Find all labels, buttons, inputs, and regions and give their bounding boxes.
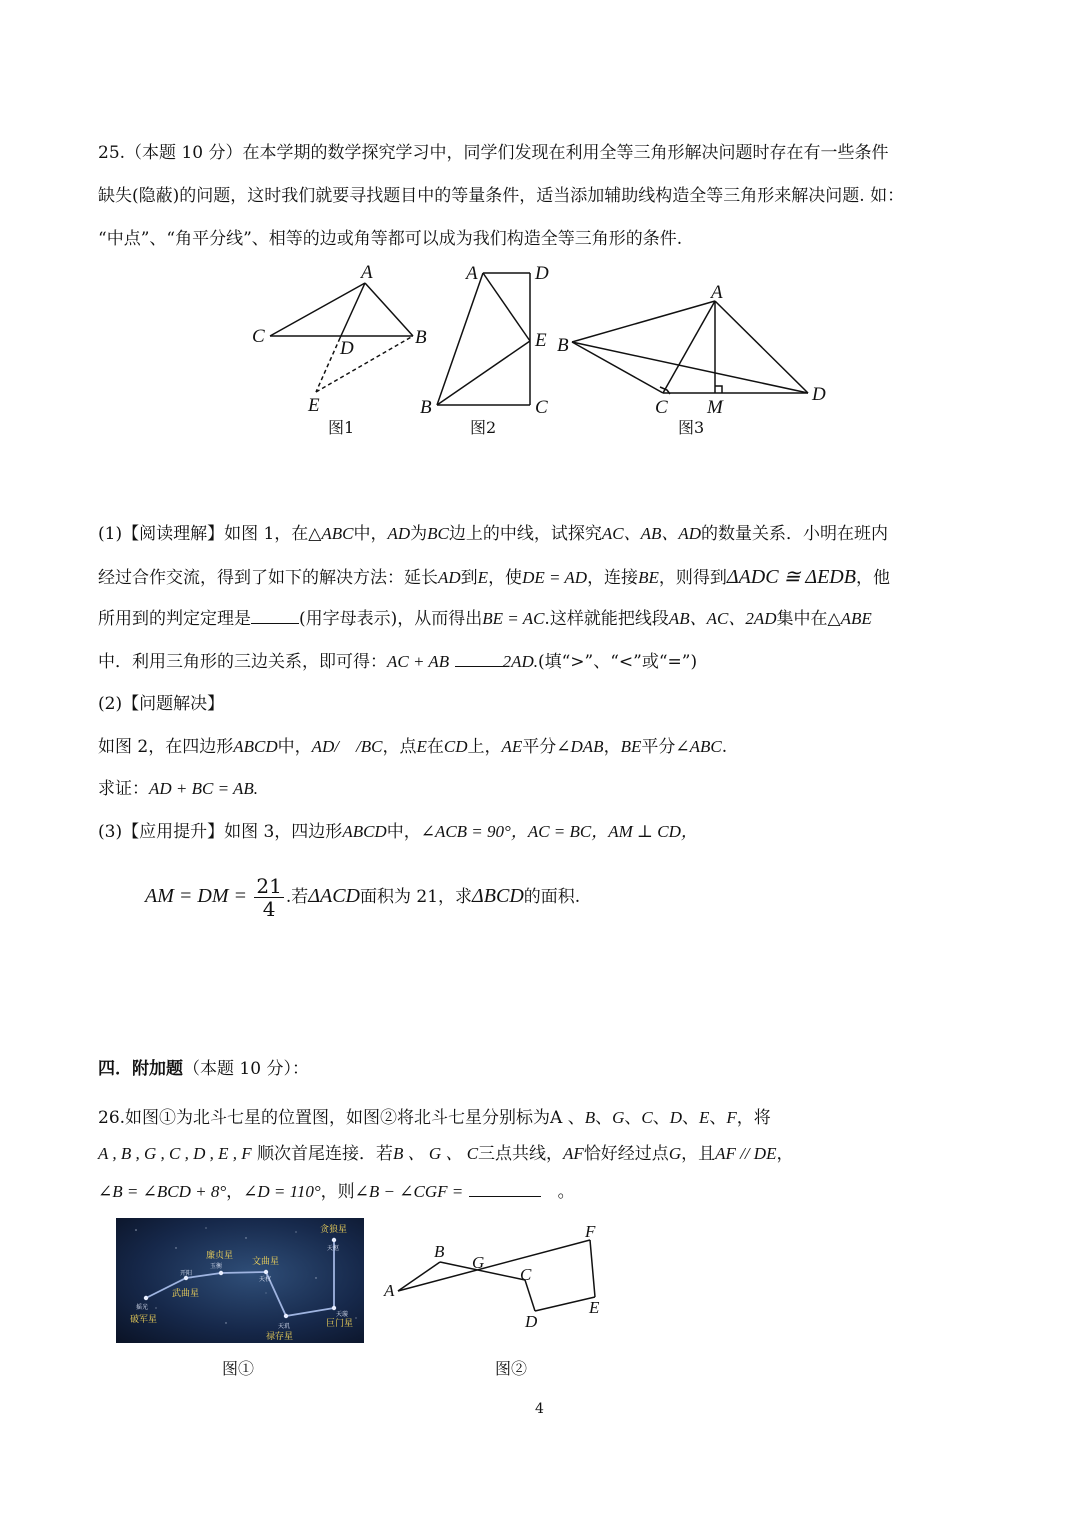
svg-text:武曲星: 武曲星 xyxy=(172,1288,200,1298)
q25-part3-line1: (3)【应用提升】如图 3，四边形ABCD中，∠ACB = 90°，AC = BC，AM ⊥ CD， xyxy=(98,822,698,842)
q25-part2-heading: (2)【问题解决】 xyxy=(98,694,225,714)
q25-figures xyxy=(0,256,1080,456)
svg-text:B: B xyxy=(557,335,569,356)
figure-a-caption: 图① xyxy=(222,1359,255,1378)
q25-intro-line1: 25.（本题 10 分）在本学期的数学探究学习中，同学们发现在利用全等三角形解决问题时存在有一些条件 xyxy=(98,143,889,163)
page-number: 4 xyxy=(535,1401,544,1417)
svg-text:D: D xyxy=(525,1312,538,1331)
q25-part1-line3: 所用到的判定定理是 (用字母表示)，从而得出BE = AC.这样就能把线段AB、AC、2AD集中在△ABE xyxy=(98,609,872,629)
svg-text:A: A xyxy=(361,262,373,283)
svg-text:玉衡: 玉衡 xyxy=(210,1264,223,1270)
q25-part2-line1: 如图 2，在四边形ABCD中，AD/ /BC，点E在CD上，AE平分∠DAB，BE平分∠ABC. xyxy=(98,737,728,757)
svg-text:贪狼星: 贪狼星 xyxy=(320,1224,348,1234)
q26-line1: 26.如图①为北斗七星的位置图，如图②将北斗七星分别标为A 、B、G、C、D、E、F，将 xyxy=(98,1108,771,1128)
svg-text:禄存星: 禄存星 xyxy=(266,1331,294,1341)
svg-text:D: D xyxy=(812,384,826,405)
svg-text:C: C xyxy=(520,1265,532,1284)
svg-text:天权: 天权 xyxy=(259,1277,272,1283)
svg-text:A: A xyxy=(384,1281,395,1300)
svg-text:A: A xyxy=(466,263,478,284)
svg-text:破军星: 破军星 xyxy=(130,1314,158,1324)
figure-3 xyxy=(572,301,808,394)
figure-2-dipper-polygon xyxy=(380,1222,640,1342)
q25-part3-line2: AM = DM = $\frac{21}{4}$ .若ΔACD面积为 21，求ΔBCD的面积. xyxy=(145,874,581,921)
svg-text:摇光: 摇光 xyxy=(136,1305,149,1311)
svg-text:M: M xyxy=(707,397,723,418)
svg-text:B: B xyxy=(434,1242,445,1261)
answer-blank-2[interactable] xyxy=(455,650,503,667)
figure-1-caption: 图1 xyxy=(328,418,355,437)
fraction-21-over-4: $\frac{21}{4}$ xyxy=(256,874,282,921)
q25-part1-line1: (1)【阅读理解】如图 1，在△ABC中，AD为BC边上的中线，试探究AC、AB、AD的数量关系．小明在班内 xyxy=(98,524,889,544)
svg-text:B: B xyxy=(420,397,432,418)
big-dipper-photo xyxy=(116,1218,364,1343)
q25-part2-prove: 求证：AD + BC = AB. xyxy=(98,779,259,799)
svg-text:文曲星: 文曲星 xyxy=(252,1256,280,1266)
svg-text:天璇: 天璇 xyxy=(336,1312,349,1318)
svg-text:天玑: 天玑 xyxy=(278,1324,291,1330)
q25-intro-line2: 缺失(隐蔽)的问题，这时我们就要寻找题目中的等量条件，适当添加辅助线构造全等三角形来解决问题. 如： xyxy=(98,186,905,206)
svg-text:E: E xyxy=(535,330,547,351)
answer-blank-1[interactable] xyxy=(251,607,299,624)
svg-text:C: C xyxy=(535,397,548,418)
svg-text:F: F xyxy=(585,1222,596,1241)
figure-b-caption: 图② xyxy=(495,1359,528,1378)
svg-text:E: E xyxy=(308,395,320,416)
svg-text:巨门星: 巨门星 xyxy=(326,1318,354,1328)
section-4-heading: 四．附加题（本题 10 分）： xyxy=(98,1059,309,1079)
q25-intro-line3: “中点”、“角平分线”、相等的边或角等都可以成为我们构造全等三角形的条件. xyxy=(98,229,683,249)
q25-part1-line4: 中．利用三角形的三边关系，即可得：AC + AB 2AD.(填“>”、“<”或“=”) xyxy=(98,652,698,672)
svg-text:廉贞星: 廉贞星 xyxy=(206,1250,234,1260)
figure-2 xyxy=(437,273,530,405)
figure-2-caption: 图2 xyxy=(470,418,497,437)
svg-text:D: D xyxy=(340,338,354,359)
answer-blank-3[interactable] xyxy=(469,1180,541,1197)
svg-text:D: D xyxy=(535,263,549,284)
svg-text:C: C xyxy=(252,326,265,347)
svg-text:开阳: 开阳 xyxy=(180,1271,193,1277)
q26-line2: A , B , G , C , D , E , F 顺次首尾连接．若B 、 G 、 C三点共线，AF恰好经过点G，且AF // DE， xyxy=(98,1144,794,1164)
figure-3-caption: 图3 xyxy=(678,418,705,437)
q26-line3: ∠B = ∠BCD + 8°，∠D = 110°，则∠B − ∠CGF = 。 xyxy=(98,1182,575,1202)
svg-text:E: E xyxy=(589,1298,600,1317)
svg-text:C: C xyxy=(655,397,668,418)
svg-text:B: B xyxy=(415,327,427,348)
svg-text:G: G xyxy=(472,1253,485,1272)
svg-text:A: A xyxy=(711,282,723,303)
svg-text:天枢: 天枢 xyxy=(327,1246,340,1252)
q25-part1-line2: 经过合作交流，得到了如下的解决方法：延长AD到E，使DE = AD，连接BE，则得到ΔADC ≅ ΔEDB，他 xyxy=(98,566,890,588)
